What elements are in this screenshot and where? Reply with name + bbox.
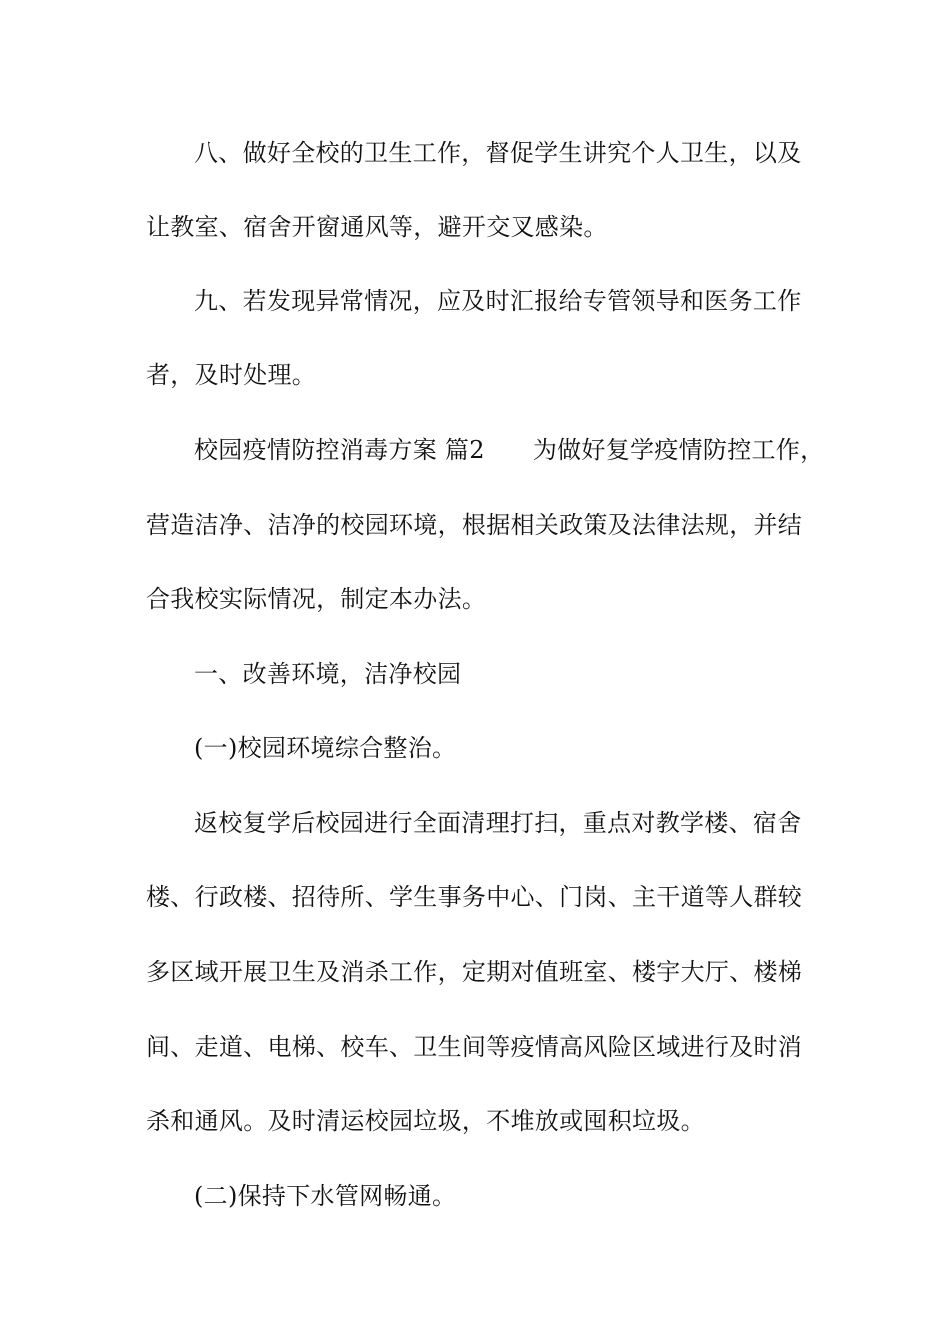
section-heading-line: [194, 433, 824, 467]
paragraph-text: 为做好复学疫情防控工作，: [532, 436, 825, 464]
paragraph-line: 者，及时处理。: [146, 361, 317, 389]
section-title: 校园疫情防控消毒方案 篇2: [194, 436, 485, 464]
paragraph-line: 多区域开展卫生及消杀工作，定期对值班室、楼宇大厅、楼梯: [146, 958, 803, 986]
paragraph-line: 合我校实际情况，制定本办法。: [146, 585, 487, 613]
paragraph-line: 八、做好全校的卫生工作，督促学生讲究个人卫生，以及: [194, 139, 802, 167]
paragraph-line: 让教室、宿舍开窗通风等，避开交叉感染。: [146, 213, 608, 241]
subheading-line: (一)校园环境综合整治。: [194, 734, 457, 762]
paragraph-line: 间、走道、电梯、校车、卫生间等疫情高风险区域进行及时消: [146, 1033, 803, 1061]
subheading-line: (二)保持下水管网畅通。: [194, 1182, 457, 1210]
paragraph-line: 营造洁净、洁净的校园环境，根据相关政策及法律法规，并结: [146, 511, 803, 539]
paragraph-line: 返校复学后校园进行全面清理打扫，重点对教学楼、宿舍: [194, 809, 802, 837]
heading-line: 一、改善环境，洁净校园: [194, 660, 462, 688]
paragraph-line: 杀和通风。及时清运校园垃圾，不堆放或囤积垃圾。: [146, 1107, 705, 1135]
paragraph-line: 楼、行政楼、招待所、学生事务中心、门岗、主干道等人群较: [146, 883, 803, 911]
paragraph-line: 九、若发现异常情况，应及时汇报给专管领导和医务工作: [194, 287, 802, 315]
